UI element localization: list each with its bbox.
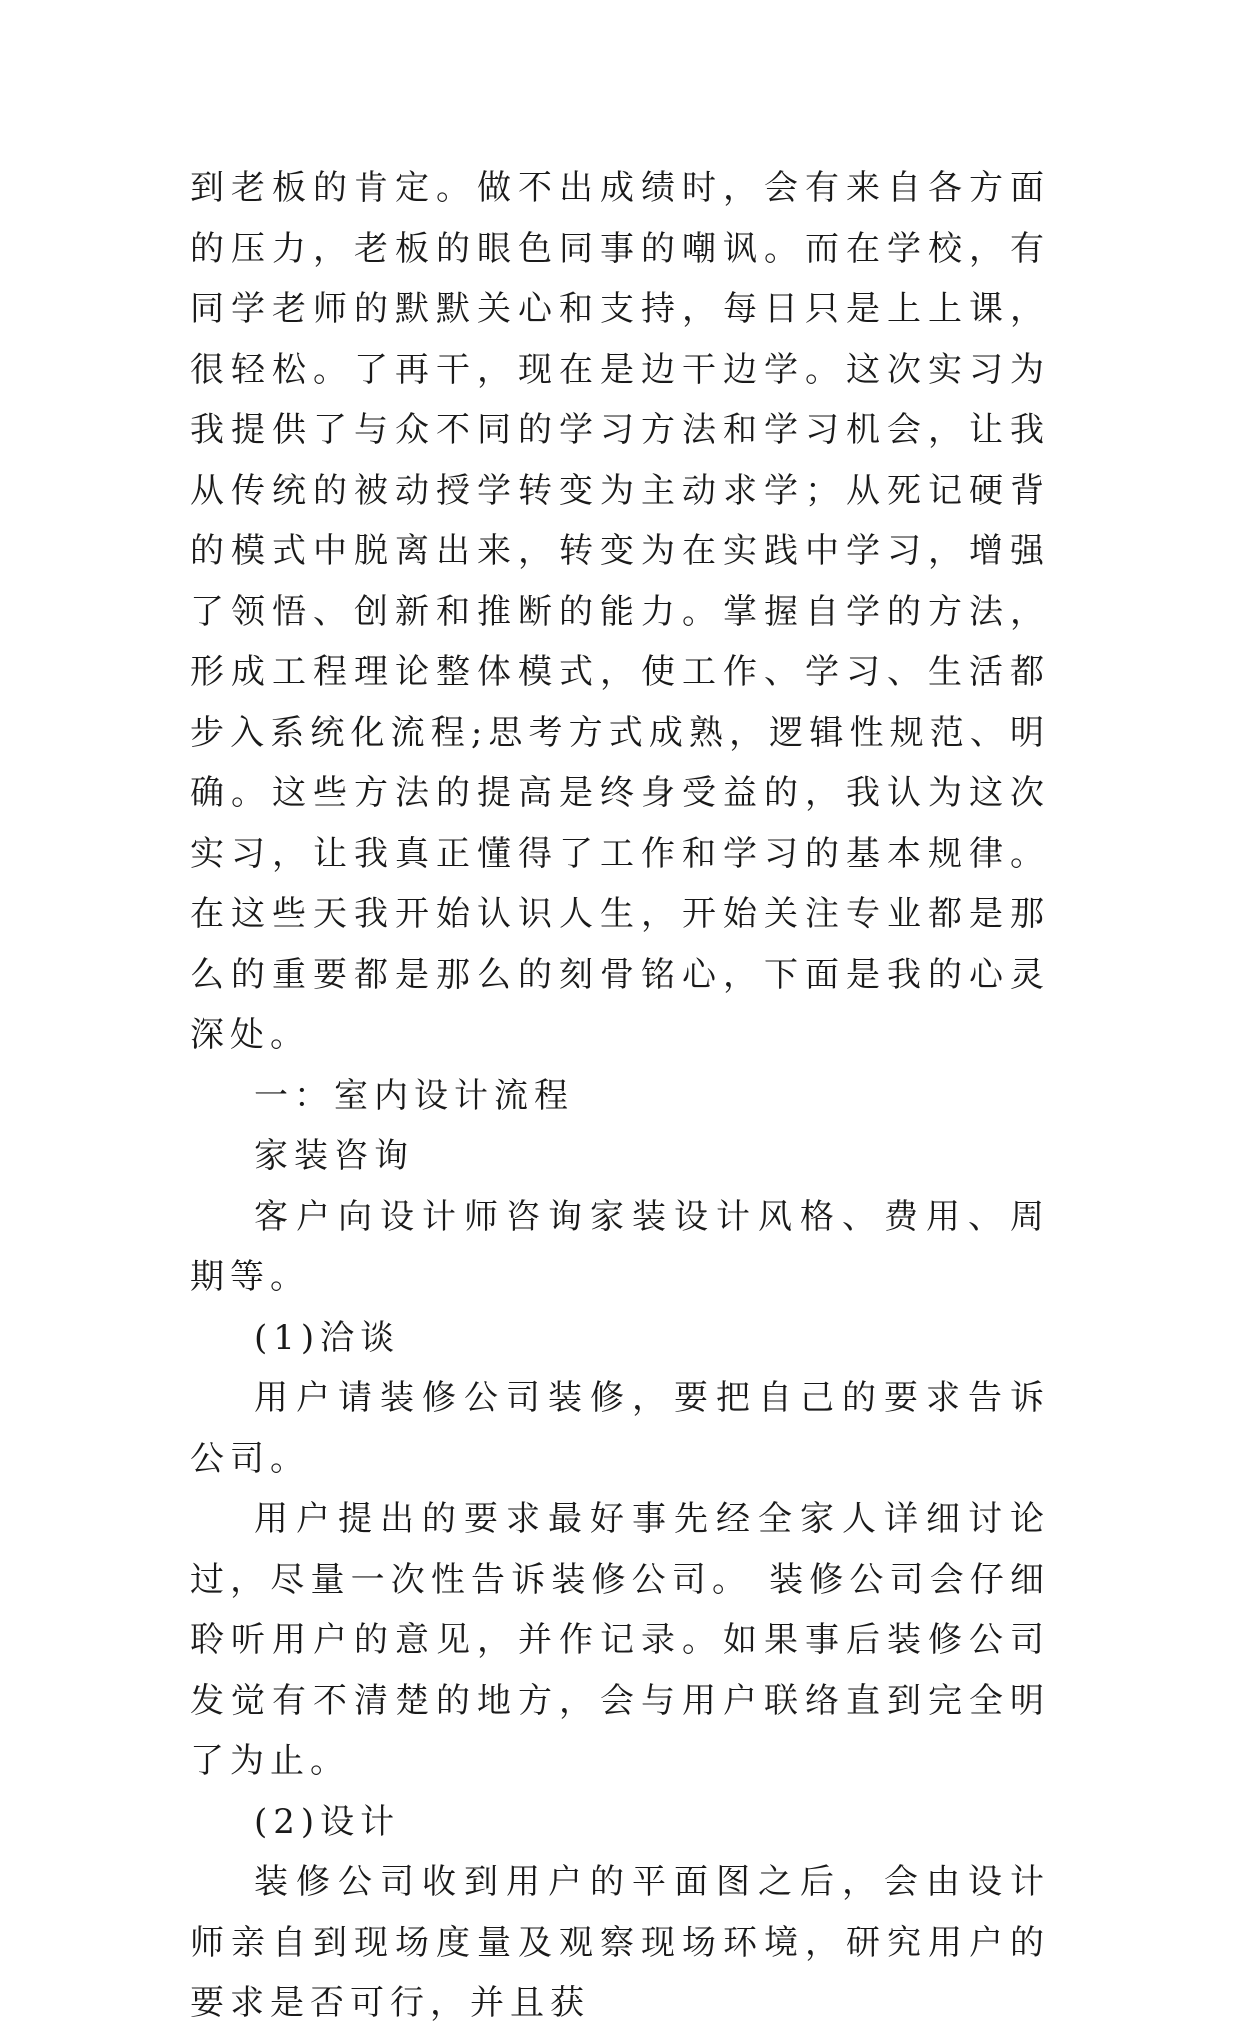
paragraph-consultation: 客户向设计师咨询家装设计风格、费用、周期等。 [190,1196,1050,1297]
heading-design-process: 一：室内设计流程 [254,1075,574,1116]
paragraph-discussion: 用户提出的要求最好事先经全家人详细讨论过，尽量一次性告诉装修公司。 装修公司会仔细聆听用户的意见，并作记录。如果事后装修公司发觉有不清楚的地方，会与用户联络直到完全明了为止。 [190,1499,1050,1781]
subheading-design: (2)设计 [254,1801,401,1842]
paragraph-site-survey: 装修公司收到用户的平面图之后，会由设计师亲自到现场度量及观察现场环境，研究用户的要求是否可行，并且获 [190,1862,1050,2023]
subheading-negotiation: (1)洽谈 [254,1317,401,1358]
subheading-home-consultation: 家装咨询 [254,1136,414,1176]
paragraph-intro: 到老板的肯定。做不出成绩时，会有来自各方面的压力，老板的眼色同事的嘲讽。而在学校，有同学老师的默默关心和支持，每日只是上上课，很轻松。了再干，现在是边干边学。这次实习为我提供了与众不同的学习方法和学习机会，让我从传统的被动授学转变为主动求学；从死记硬背的模式中脱离出来，转变为在实践中学习，增强了领悟、创新和推断的能力。掌握自学的方法，形成工程理论整体模式，使工作、学习、生活都步入系统化流程;思考方式成熟，逻辑性规范、明确。这些方法的提高是终身受益的，我认为这次实习，让我真正懂得了工作和学习的基本规律。在这些天我开始认识人生，开始关注专业都是那么的重要都是那么的刻骨铭心，下面是我的心灵深处。 [190,168,1050,1055]
paragraph-requirements: 用户请装修公司装修，要把自己的要求告诉公司。 [190,1378,1050,1479]
document-page [190,158,1050,2034]
